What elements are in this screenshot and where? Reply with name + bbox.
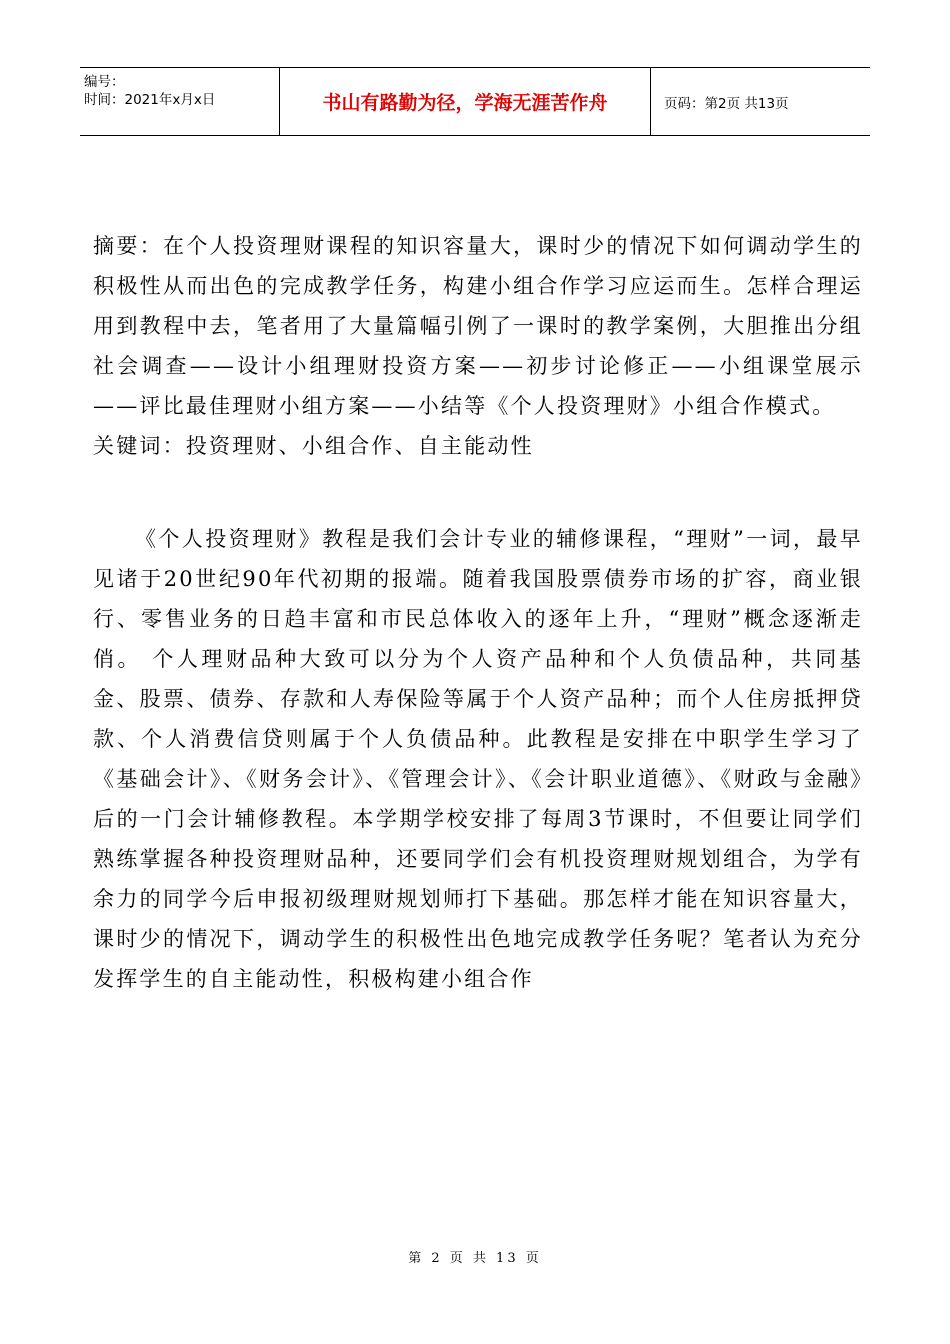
header-page-info: 页码：第2页 共13页 xyxy=(664,95,789,112)
abstract-paragraph: 摘要：在个人投资理财课程的知识容量大，课时少的情况下如何调动学生的积极性从而出色的完成教学任务，构建小组合作学习应运而生。怎样合理运用到教程中去，笔者用了大量篇幅引例了一课时的教学案例，大胆推出分组社会调查——设计小组理财投资方案——初步讨论修正——小组课堂展示——评比最佳理财小组方案——小结等《个人投资理财》小组合作模式。 xyxy=(93,234,863,418)
document-time: 时间：2021年x月x日 xyxy=(84,92,216,108)
document-number: 编号： xyxy=(84,74,125,90)
page-header xyxy=(80,67,870,136)
page-footer: 第 2 页 共 13 页 xyxy=(408,1251,542,1266)
header-meta xyxy=(80,68,280,135)
header-motto: 书山有路勤为径，学海无涯苦作舟 xyxy=(280,68,651,135)
document-body xyxy=(93,226,863,999)
keywords-line: 关键词：投资理财、小组合作、自主能动性 xyxy=(93,434,534,458)
body-paragraph: 《个人投资理财》教程是我们会计专业的辅修课程，“理财”一词，最早见诸于20世纪90年代初期的报端。随着我国股票债券市场的扩容，商业银行、零售业务的日趋丰富和市民总体收入的逐年上升，“理财”概念逐渐走俏。 个人理财品种大致可以分为个人资产品种和个人负债品种，共同基金、股票、债券、存款和人寿保险等属于个人资产品种；而个人住房抵押贷款、个人消费信贷则属于个人负债品种。此教程是安排在中职学生学习了《基础会计》、《财务会计》、《管理会计》、《会计职业道德》、《财政与金融》后的一门会计辅修教程。本学期学校安排了每周3节课时，不但要让同学们熟练掌握各种投资理财品种，还要同学们会有机投资理财规划组合，为学有余力的同学今后申报初级理财规划师打下基础。那怎样才能在知识容量大，课时少的情况下，调动学生的积极性出色地完成教学任务呢？笔者认为充分发挥学生的自主能动性，积极构建小组合作 xyxy=(93,527,863,991)
